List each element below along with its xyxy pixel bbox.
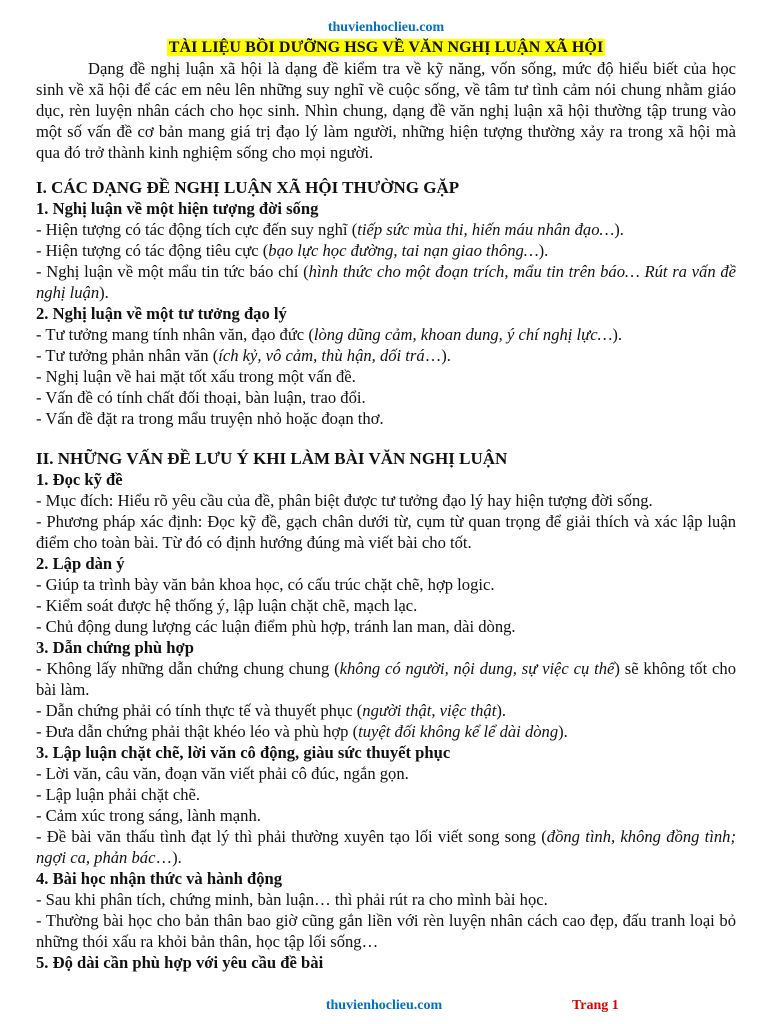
list-item: - Lời văn, câu văn, đoạn văn viết phải cô đúc, ngắn gọn.	[36, 764, 409, 783]
list-item: - Chủ động dung lượng các luận điểm phù hợp, tránh lan man, dài dòng.	[36, 617, 516, 636]
page-footer	[0, 998, 768, 1016]
document-title: TÀI LIỆU BỒI DƯỠNG HSG VỀ VĂN NGHỊ LUẬN XÃ HỘI	[168, 39, 604, 56]
list-item: - Giúp ta trình bày văn bản khoa học, có cấu trúc chặt chẽ, hợp logic.	[36, 575, 495, 594]
list-item: - Lập luận phải chặt chẽ.	[36, 785, 201, 804]
list-item: - Thường bài học cho bản thân bao giờ cũng gắn liền với rèn luyện nhân cách cao đẹp, đấu tranh loại bỏ những thói xấu ra khỏi bản thân, học tập lối sống…	[36, 911, 736, 951]
list-item: - Hiện tượng có tác động tiêu cực (bạo lực học đường, tai nạn giao thông…).	[36, 241, 549, 260]
title-block	[36, 38, 736, 58]
list-item: - Đưa dẫn chứng phải thật khéo léo và phù hợp (tuyệt đối không kể lể dài dòng).	[36, 722, 568, 741]
list-item: - Hiện tượng có tác động tích cực đến suy nghĩ (tiếp sức mùa thi, hiến máu nhân đạo…).	[36, 220, 624, 239]
list-item: - Kiểm soát được hệ thống ý, lập luận chặt chẽ, mạch lạc.	[36, 596, 418, 615]
section-2-6-heading: 5. Độ dài cần phù hợp với yêu cầu đề bài	[36, 953, 324, 972]
list-item: - Sau khi phân tích, chứng minh, bàn luận… thì phải rút ra cho mình bài học.	[36, 890, 548, 909]
section-1-heading: I. CÁC DẠNG ĐỀ NGHỊ LUẬN XÃ HỘI THƯỜNG GẶP	[36, 178, 460, 197]
header-site-name: thuvienhoclieu.com	[327, 20, 445, 35]
section-2-2-heading: 2. Lập dàn ý	[36, 554, 125, 573]
list-item: - Nghị luận về hai mặt tốt xấu trong một vấn đề.	[36, 367, 356, 386]
list-item: - Cảm xúc trong sáng, lành mạnh.	[36, 806, 261, 825]
footer-site-name: thuvienhoclieu.com	[325, 998, 443, 1013]
list-item: - Đề bài văn thấu tình đạt lý thì phải thường xuyên tạo lối viết song song (đồng tình, không đồng tình; ngợi ca, phản bác…).	[36, 827, 737, 867]
section-2-5-heading: 4. Bài học nhận thức và hành động	[36, 869, 283, 888]
list-item: - Mục đích: Hiểu rõ yêu cầu của đề, phân biệt được tư tưởng đạo lý hay hiện tượng đời sống.	[36, 491, 653, 510]
section-2-3-heading: 3. Dẫn chứng phù hợp	[36, 638, 194, 657]
list-item: - Phương pháp xác định: Đọc kỹ đề, gạch chân dưới từ, cụm từ quan trọng để giải thích và xác lập luận điểm cho toàn bài. Từ đó có định hướng đúng mà viết bài cho tốt.	[36, 512, 736, 552]
list-item: - Nghị luận về một mẩu tin tức báo chí (hình thức cho một đoạn trích, mẩu tin trên báo… Rút ra vấn đề nghị luận).	[36, 262, 736, 302]
section-2-1-heading: 1. Đọc kỹ đề	[36, 470, 123, 489]
list-item: - Tư tưởng mang tính nhân văn, đạo đức (lòng dũng cảm, khoan dung, ý chí nghị lực…).	[36, 325, 623, 344]
section-1-2-heading: 2. Nghị luận về một tư tưởng đạo lý	[36, 304, 287, 323]
page-number: Trang 1	[572, 998, 619, 1013]
list-item: - Vấn đề đặt ra trong mẩu truyện nhỏ hoặc đoạn thơ.	[36, 409, 384, 428]
list-item: - Tư tưởng phản nhân văn (ích kỷ, vô cảm, thù hận, dối trá…).	[36, 346, 451, 365]
intro-paragraph: Dạng đề nghị luận xã hội là dạng đề kiểm tra về kỹ năng, vốn sống, mức độ hiểu biết của học sinh về xã hội để các em nêu lên những suy nghĩ về cuộc sống, về tâm tư tình cảm nói chung nhằm giáo dục, rèn luyện nhân cách cho học sinh. Nhìn chung, dạng đề văn nghị luận xã hội thường tập trung vào một số vấn đề cơ bản mang giá trị đạo lý làm người, những hiện tượng thường xảy ra trong xã hội mà qua đó trở thành kinh nghiệm sống cho mọi người.	[36, 59, 736, 162]
section-1-1-heading: 1. Nghị luận về một hiện tượng đời sống	[36, 199, 319, 218]
list-item: - Vấn đề có tính chất đối thoại, bàn luận, trao đổi.	[36, 388, 366, 407]
section-2-heading: II. NHỮNG VẤN ĐỀ LƯU Ý KHI LÀM BÀI VĂN NGHỊ LUẬN	[36, 449, 508, 468]
document-page	[36, 20, 736, 973]
section-2-4-heading: 3. Lập luận chặt chẽ, lời văn cô động, giàu sức thuyết phục	[36, 743, 451, 762]
list-item: - Không lấy những dẫn chứng chung chung (không có người, nội dung, sự việc cụ thể) sẽ không tốt cho bài làm.	[36, 659, 737, 699]
list-item: - Dẫn chứng phải có tính thực tế và thuyết phục (người thật, việc thật).	[36, 701, 506, 720]
